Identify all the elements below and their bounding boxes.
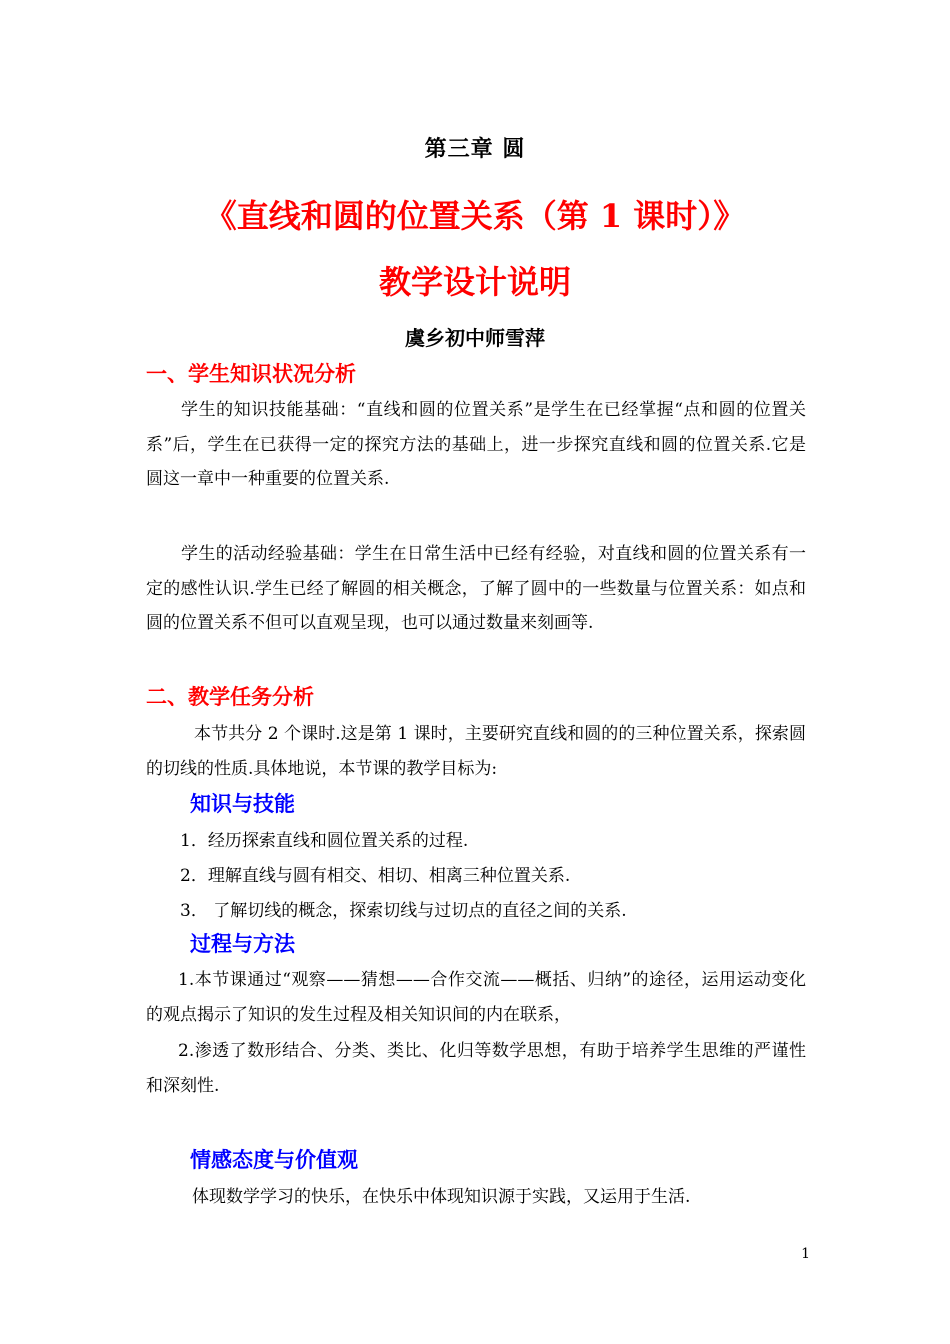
paragraph-activity-basis: 学生的活动经验基础：学生在日常生活中已经有经验，对直线和圆的位置关系有一定的感性认识.学生已经了解圆的相关概念，了解了圆中的一些数量与位置关系：如点和圆的位置关系不但可以直观呈现，也可以通过数量来刻画等. [146, 544, 806, 633]
paragraph-task-intro: 本节共分 2 个课时.这是第 1 课时，主要研究直线和圆的的三种位置关系，探索圆的切线的性质.具体地说，本节课的教学目标为: [146, 724, 806, 779]
subheading-emotion-values: 情感态度与价值观 [190, 1147, 358, 1172]
section-heading-task-analysis: 二、教学任务分析 [146, 684, 314, 709]
document-title: 《直线和圆的位置关系（第 1 课时）》 [204, 197, 746, 235]
author-line: 虞乡初中师雪萍 [405, 326, 545, 350]
page-number: 1 [801, 1246, 810, 1262]
paragraph-process-1: 1.本节课通过“观察——猜想——合作交流——概括、归纳”的途径，运用运动变化的观点揭示了知识的发生过程及相关知识间的内在联系， [146, 970, 806, 1025]
paragraph-emotion: 体现数学学习的快乐，在快乐中体现知识源于实践，又运用于生活. [192, 1187, 691, 1207]
list-item: 3． 了解切线的概念，探索切线与过切点的直径之间的关系. [180, 901, 627, 921]
document-subtitle: 教学设计说明 [378, 263, 571, 301]
paragraph-process-2: 2.渗透了数形结合、分类、类比、化归等数学思想，有助于培养学生思维的严谨性和深刻性. [146, 1041, 806, 1096]
paragraph-knowledge-basis: 学生的知识技能基础：“直线和圆的位置关系”是学生在已经掌握“点和圆的位置关系”后，学生在已获得一定的探究方法的基础上，进一步探究直线和圆的位置关系.它是圆这一章中一种重要的位置关系. [146, 400, 806, 489]
chapter-heading: 第三章 圆 [424, 136, 526, 162]
subheading-knowledge-skills: 知识与技能 [190, 791, 295, 816]
subheading-process-methods: 过程与方法 [190, 931, 295, 956]
section-heading-student-analysis: 一、学生知识状况分析 [146, 361, 356, 386]
list-item: 2．理解直线与圆有相交、相切、相离三种位置关系. [180, 866, 571, 886]
list-item: 1．经历探索直线和圆位置关系的过程. [180, 831, 469, 851]
